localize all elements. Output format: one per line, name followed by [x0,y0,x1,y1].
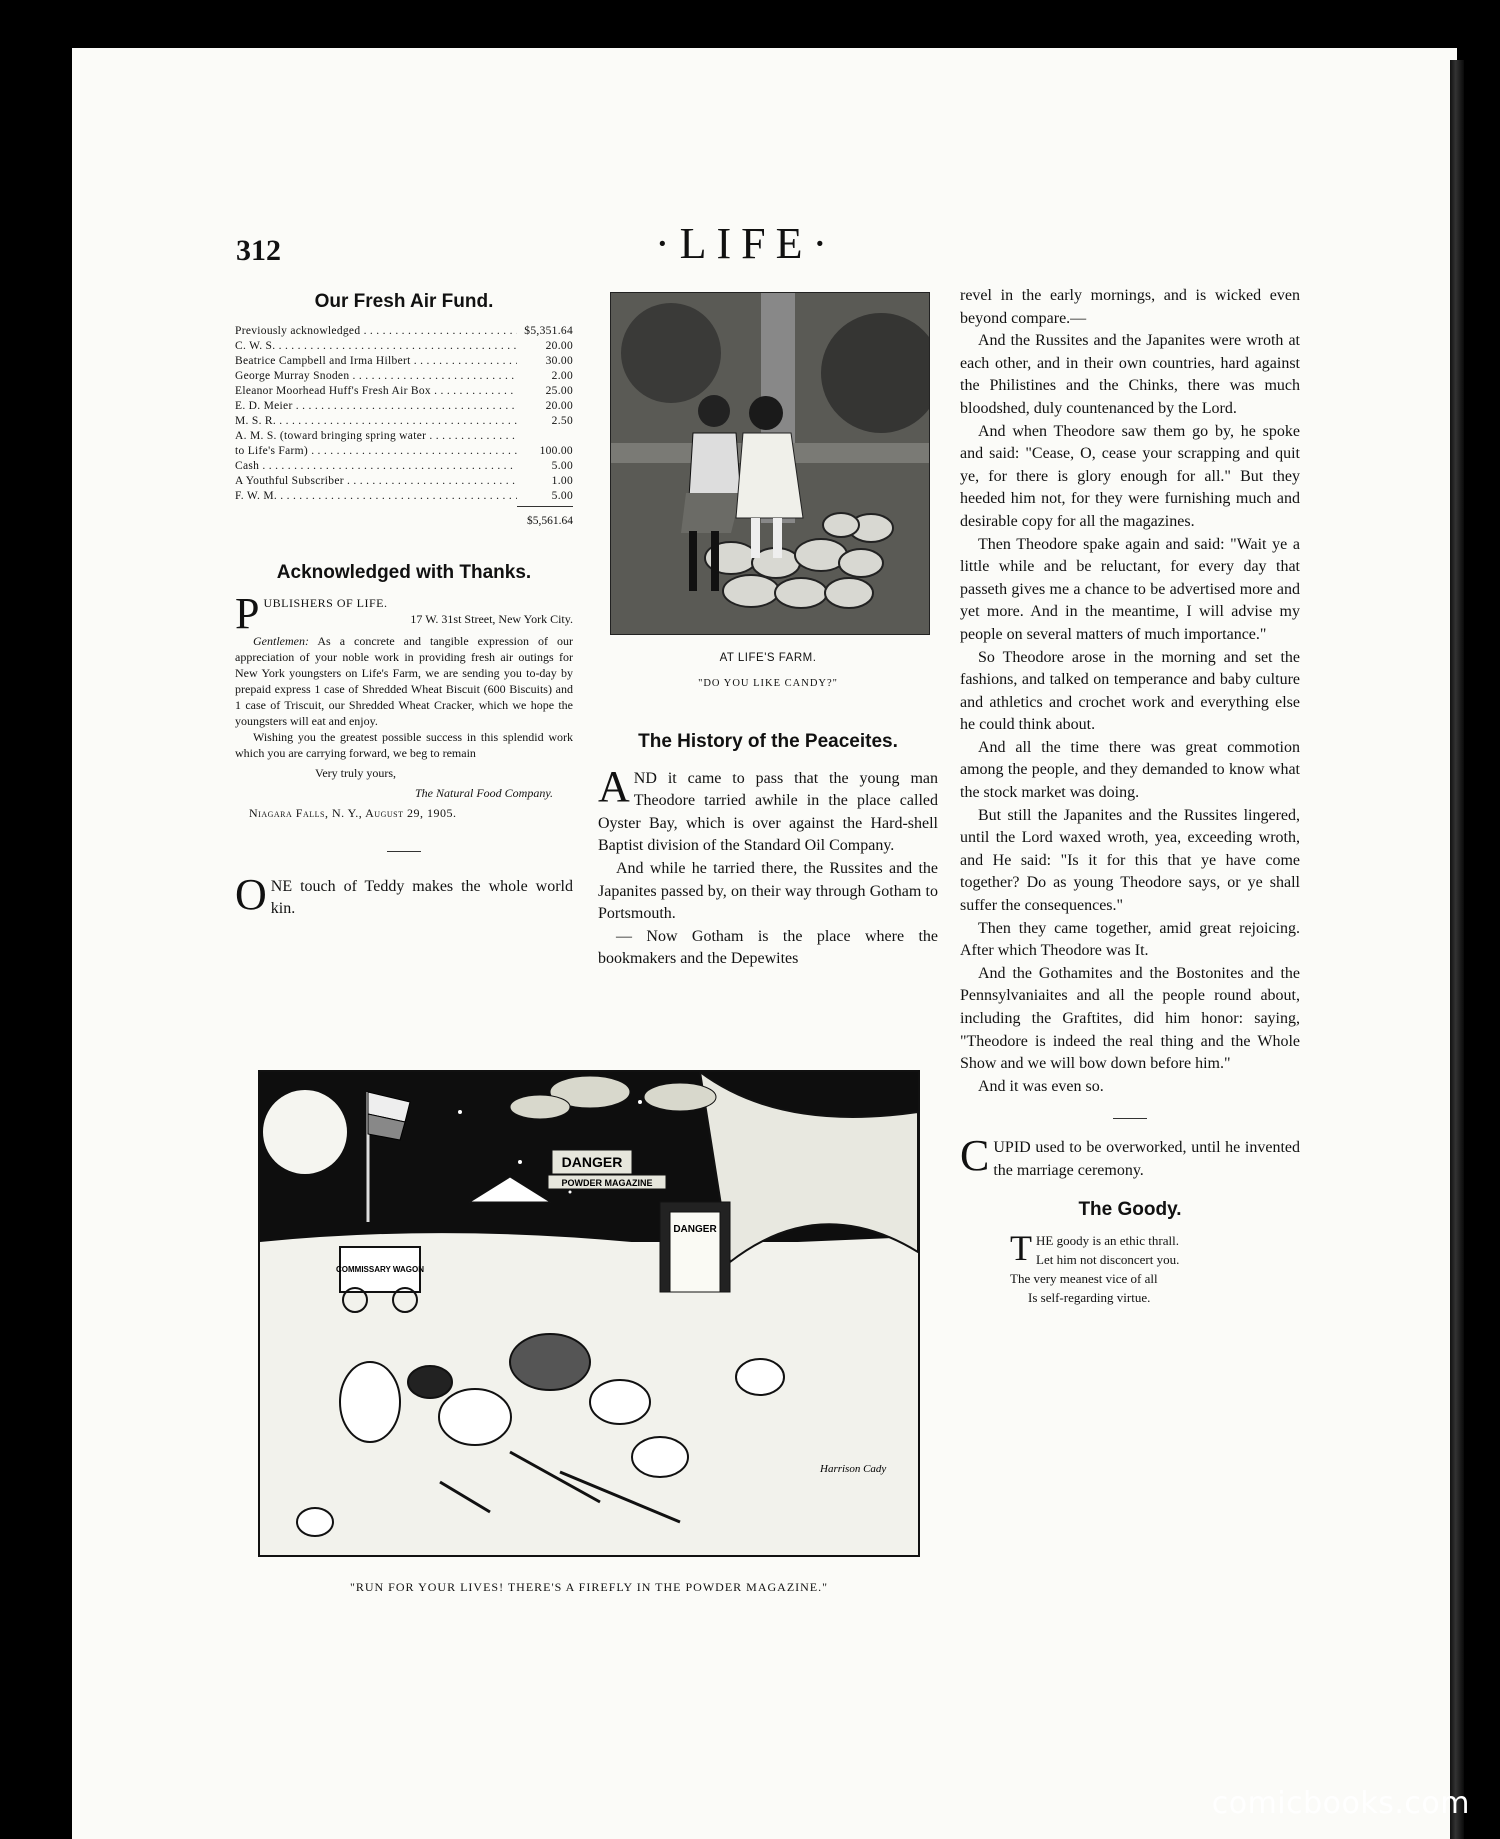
fund-row-name: A. M. S. (toward bringing spring water . . . [235,429,517,444]
fund-row-amount: 2.50 [551,414,573,427]
letter-wishing: Wishing you the greatest possible success in this splendid work which you are carrying forward, we beg to remain [235,729,573,760]
fund-row-amount: 20.00 [545,339,573,352]
peaceites-col3-p4: Then Theodore spake again and said: "Wait ye a little while and be reluctant, for every day that passeth gives me a chance to be advertised more and yet more. And in the meantime, I will advise my people on several matters of much importance." [960,535,1300,643]
farm-photograph [610,292,930,635]
fund-row [235,429,573,444]
letter-body [235,633,573,729]
fund-row [235,459,573,474]
fund-row-amount: $5,351.64 [524,324,573,337]
fund-row-amount: 5.00 [551,459,573,472]
goody-line-3: The very meanest vice of all [1010,1271,1158,1287]
masthead-title: ·LIFE· [655,219,838,268]
column-middle [598,725,938,971]
fund-row-amount: 2.00 [551,369,573,382]
letter-signature: The Natural Food Company. [414,785,553,800]
photo-caption: AT LIFE'S FARM. [719,652,817,664]
fund-row-amount: 5.00 [551,489,573,502]
letter-gentlemen: Gentlemen: [253,633,309,648]
fund-row [235,444,573,459]
fund-row-name: M. S. R. . . . [235,414,517,429]
photo-subcaption: "DO YOU LIKE CANDY?" [698,678,838,689]
cupid-dropcap: C [960,1131,990,1181]
peaceites-p1-text: ND it came to pass that the young man Theodore tarried awhile in the place called Oyster Bay, which is over against the Hard-shell Baptist division of the Standard Oil Company. [598,769,938,855]
wagon-label: COMMISSARY WAGON [335,1265,425,1274]
letter-dropcap: P [235,588,260,638]
farm-photo-illustration [611,293,930,635]
fund-row-name: Beatrice Campbell and Irma Hilbert . . . [235,354,517,369]
fund-row-amount [517,429,573,444]
goody-line-4: Is self-regarding virtue. [1028,1290,1151,1306]
powder-magazine-sign: POWDER MAGAZINE [561,1178,653,1188]
goody-line-2: Let him not disconcert you. [1036,1252,1180,1268]
peaceites-p1 [598,761,938,858]
fund-row-amount: 100.00 [539,444,573,457]
goody-line-1: HE goody is an ethic thrall. [1036,1233,1179,1249]
fund-row-amount: 25.00 [545,384,573,397]
teddy-paragraph [235,869,573,921]
peaceites-col3-p10: And it was even so. [978,1077,1104,1095]
fund-row [235,354,573,369]
peaceites-col3-p2: And the Russites and the Japanites were wroth at each other, and in their own countries, hard against the Philistines and the Chinks, there was much bloodshed, duly countenanced by the Lord. [960,332,1300,417]
book-spine-edge [1450,60,1464,1839]
cupid-paragraph [960,1131,1300,1182]
letter-address: 17 W. 31st Street, New York City. [410,611,573,626]
peaceites-col3-p1: revel in the early mornings, and is wicked even beyond compare.— [960,287,1300,327]
goody-dropcap: T [1010,1228,1032,1269]
divider-rule [387,851,421,852]
cupid-text: UPID used to be overworked, until he invented the marriage ceremony. [993,1139,1300,1179]
door-danger-sign: DANGER [673,1224,717,1235]
peaceites-col3-p8: Then they came together, amid great rejoicing. After which Theodore was It. [960,919,1300,960]
fund-row [235,414,573,429]
fund-row-amount: 20.00 [545,399,573,412]
fund-row [235,369,573,384]
fund-row-name: E. D. Meier . . . [235,399,517,414]
peaceites-p3: — Now Gotham is the place where the bookmakers and the Depewites [598,927,938,968]
fund-row-name: Previously acknowledged . . . [235,324,517,339]
fund-row [235,324,573,339]
peaceites-col3-p6: And all the time there was great commotion among the people, and they demanded to know what the stock market was doing. [960,738,1300,802]
fund-row-name: to Life's Farm) . . . [235,444,517,459]
fund-row [235,399,573,414]
fund-row [235,474,573,489]
letter-closing: Very truly yours, [315,765,396,780]
peaceites-p2: And while he tarried there, the Russites and the Japanites passed by, on their way through Gotham to Portsmouth. [598,859,938,923]
letter-body-text: As a concrete and tangible expression of our appreciation of your noble work in providing fresh air outings for New York youngsters on Life's Farm, we are sending you to-day by prepaid express 1 case of Shredded Wheat Biscuit (600 Biscuits) and 1 case of Triscuit, our Shredded Wheat Cracker, which we hope the youngsters will eat and enjoy. [235,633,574,728]
fund-row [235,339,573,354]
column-left [235,285,573,921]
peaceites-dropcap: A [598,761,630,811]
divider-rule [1113,1118,1147,1119]
page-number: 312 [236,234,281,267]
peaceites-col3-p3: And when Theodore saw them go by, he spoke and said: "Cease, O, cease your scrapping and quit ye, for there is glory enough for all." But they heeded him not, for they were furnishing much and desirable copy for all the magazines. [960,422,1300,530]
danger-sign: DANGER [561,1154,623,1170]
fund-row-amount: 1.00 [551,474,573,487]
peaceites-col3-p9: And the Gothamites and the Bostonites and the Pennsylvaniaites and all the people round about, including the Graftites, did him honor: saying, "Theodore is indeed the real thing and the Whole Show and we will bow down before him." [960,964,1300,1073]
watermark: comicbooks.com [1211,1786,1470,1821]
fund-row [235,489,573,504]
teddy-dropcap: O [235,869,267,919]
fund-row-name: A Youthful Subscriber . . . [235,474,517,489]
letter-header [235,588,573,638]
fund-row-name: C. W. S. . . . [235,339,517,354]
peaceites-col3-p5: So Theodore arose in the morning and set the fashions, and talked on temperance and baby culture and athletics and crochet work and everything else he could think about. [960,648,1300,734]
fund-row-name: Eleanor Moorhead Huff's Fresh Air Box . . . [235,384,517,399]
cartoon-caption: "RUN FOR YOUR LIVES! THERE'S A FIREFLY IN THE POWDER MAGAZINE." [349,1580,829,1594]
fund-row-name: George Murray Snoden . . . [235,369,517,384]
acknowledged-heading: Acknowledged with Thanks. [276,562,532,584]
letter-salutation: UBLISHERS OF LIFE. [263,595,388,610]
fund-row-amount: 30.00 [545,354,573,367]
artist-signature: Harrison Cady [820,1463,887,1475]
peaceites-heading: The History of the Peaceites. [638,731,898,752]
column-right [960,285,1300,1307]
fund-row-name: Cash . . . [235,459,517,474]
goody-poem [960,1228,1300,1307]
fund-row [235,384,573,399]
goody-heading: The Goody. [1078,1198,1182,1220]
fund-total: $5,561.64 [517,506,573,533]
fresh-air-fund-heading: Our Fresh Air Fund. [314,291,494,312]
letter-dateline: Niagara Falls, N. Y., August 29, 1905. [249,805,457,820]
peaceites-col3-p7: But still the Japanites and the Russites lingered, until the Lord waxed wroth, yea, exceeding wroth, and He said: "Is it for this that ye have come together? Do as young Theodore says, or ye shall suffer the consequences." [960,806,1300,915]
cartoon-illustration [258,1070,920,1557]
teddy-text: NE touch of Teddy makes the whole world kin. [270,877,573,918]
cartoon-drawing [260,1072,918,1555]
fund-list [235,324,573,504]
fund-row-name: F. W. M. . . . [235,489,517,504]
